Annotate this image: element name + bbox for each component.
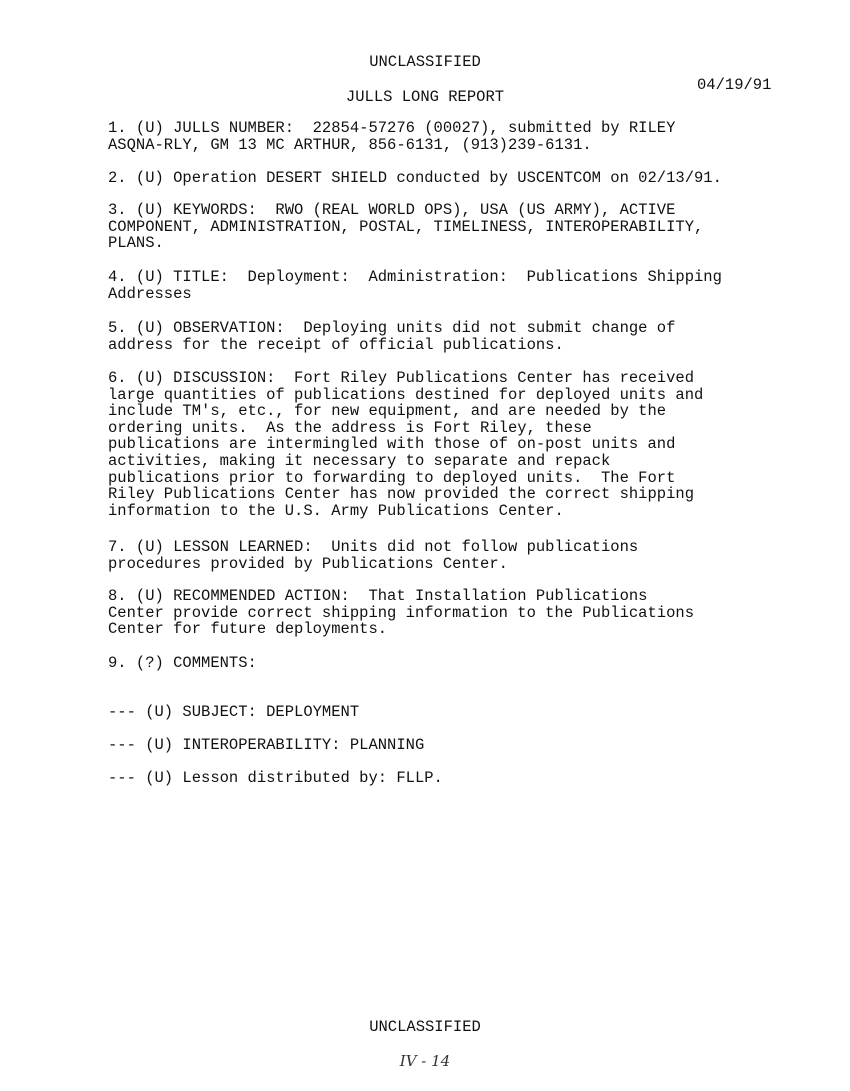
paragraph-interoperability [108, 737, 424, 754]
text-line: publications prior to forwarding to deployed units. The Fort [108, 468, 676, 487]
text-line: ordering units. As the address is Fort Riley, these [108, 418, 592, 437]
text-line: 7. (U) LESSON LEARNED: Units did not follow publications [108, 538, 639, 556]
text-line: Center for future deployments. [108, 620, 388, 639]
handwritten-page-mark: IV - 14 [399, 1052, 451, 1070]
text-line: 3. (U) KEYWORDS: RWO (REAL WORLD OPS), USA (US ARMY), ACTIVE [108, 201, 676, 219]
report-title: JULLS LONG REPORT [345, 88, 505, 106]
paragraph-keywords [108, 202, 703, 252]
text-line: publications are intermingled with those of on-post units and [108, 435, 676, 454]
text-line: 6. (U) DISCUSSION: Fort Riley Publications Center has received [108, 369, 694, 387]
text-line: address for the receipt of official publications. [108, 335, 564, 354]
paragraph-recommended-action [108, 588, 694, 638]
paragraph-julls-number [108, 120, 675, 153]
paragraph-observation [108, 320, 675, 353]
text-line: PLANS. [108, 234, 164, 253]
paragraph-operation [108, 170, 722, 187]
text-line: Riley Publications Center has now provided the correct shipping [108, 485, 694, 504]
text-line: information to the U.S. Army Publications Center. [108, 501, 564, 520]
text-line: Center provide correct shipping information to the Publications [108, 603, 694, 622]
paragraph-discussion [108, 370, 703, 519]
paragraph-comments [108, 655, 257, 672]
text-line: procedures provided by Publications Center. [108, 554, 508, 573]
text-line: 9. (?) COMMENTS: [108, 654, 257, 672]
text-line: 5. (U) OBSERVATION: Deploying units did not submit change of [108, 319, 676, 337]
text-line: large quantities of publications destined for deployed units and [108, 385, 704, 404]
text-line: 1. (U) JULLS NUMBER: 22854-57276 (00027), submitted by RILEY [108, 119, 676, 137]
paragraph-title [108, 269, 722, 302]
text-line: 8. (U) RECOMMENDED ACTION: That Installation Publications [108, 587, 648, 605]
text-line: activities, making it necessary to separate and repack [108, 451, 611, 470]
text-line: 4. (U) TITLE: Deployment: Administration: Publications Shipping [108, 268, 722, 286]
text-line: --- (U) Lesson distributed by: FLLP. [108, 769, 443, 787]
classification-header: UNCLASSIFIED [369, 53, 481, 71]
report-date: 04/19/91 [697, 76, 772, 94]
text-line: include TM's, etc., for new equipment, and are needed by the [108, 402, 667, 421]
paragraph-lesson-learned [108, 539, 638, 572]
text-line: 2. (U) Operation DESERT SHIELD conducted by USCENTCOM on 02/13/91. [108, 169, 722, 187]
paragraph-subject [108, 704, 359, 721]
classification-footer: UNCLASSIFIED [369, 1018, 481, 1036]
paragraph-distribution [108, 770, 443, 787]
text-line: --- (U) SUBJECT: DEPLOYMENT [108, 703, 360, 721]
text-line: Addresses [108, 284, 192, 303]
text-line: COMPONENT, ADMINISTRATION, POSTAL, TIMELINESS, INTEROPERABILITY, [108, 217, 704, 236]
text-line: ASQNA-RLY, GM 13 MC ARTHUR, 856-6131, (913)239-6131. [108, 135, 592, 154]
text-line: --- (U) INTEROPERABILITY: PLANNING [108, 736, 425, 754]
